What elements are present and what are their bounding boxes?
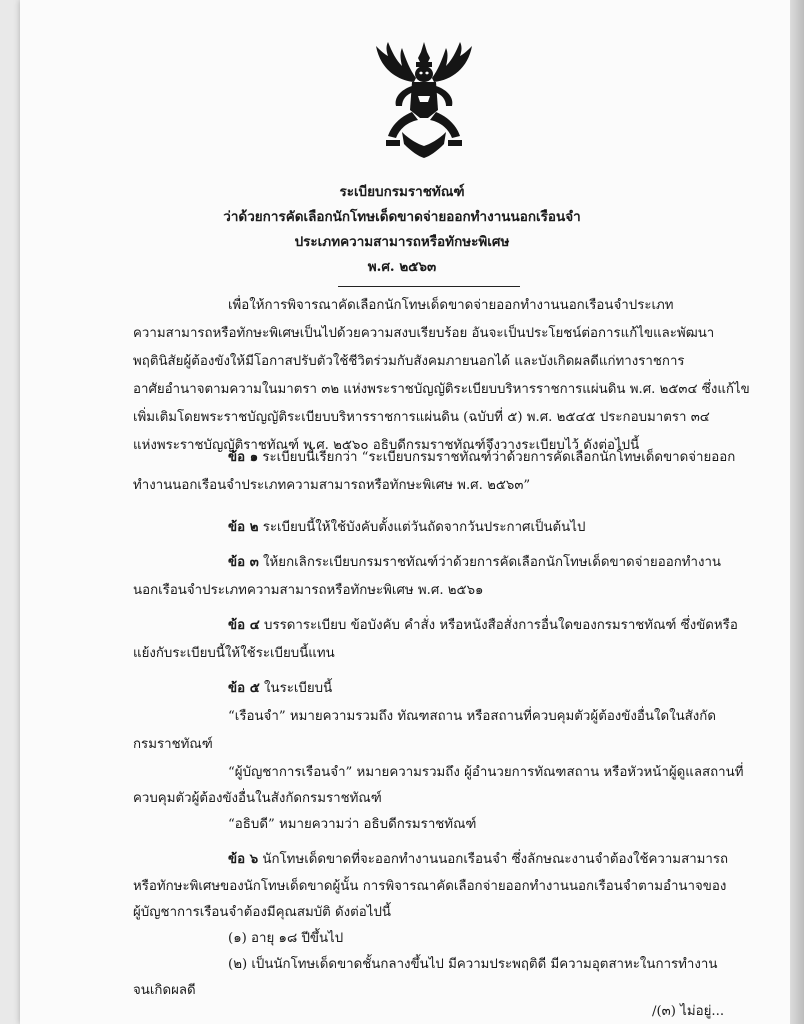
definition-commander-line-1: “ผู้บัญชาการเรือนจำ” หมายความรวมถึง ผู้อำนวยการทัณฑสถาน หรือหัวหน้าผู้ดูแลสถานที่ bbox=[228, 765, 744, 780]
clause-5 bbox=[228, 677, 332, 698]
clause-1-text: ระเบียบนี้เรียกว่า “ระเบียบกรมราชทัณฑ์ว่าด้วยการคัดเลือกนักโทษเด็ดขาดจ่ายออก bbox=[262, 450, 736, 465]
clause-2 bbox=[228, 516, 585, 537]
preamble-line-4: อาศัยอำนาจตามความในมาตรา ๓๒ แห่งพระราชบัญญัติระเบียบบริหารราชการแผ่นดิน พ.ศ. ๒๕๓๔ ซึ่งแก้ไข bbox=[133, 382, 750, 397]
clause-1-label: ข้อ ๑ bbox=[228, 450, 259, 465]
clause-2-text: ระเบียบนี้ให้ใช้บังคับตั้งแต่วันถัดจากวันประกาศเป็นต้นไป bbox=[262, 520, 586, 535]
clause-1 bbox=[228, 446, 735, 467]
title-divider bbox=[338, 286, 520, 287]
clause-3-label: ข้อ ๓ bbox=[228, 555, 259, 570]
clause-5-label: ข้อ ๕ bbox=[228, 681, 260, 696]
qualification-1: (๑) อายุ ๑๘ ปีขึ้นไป bbox=[228, 931, 344, 946]
regulation-category: ประเภทความสามารถหรือทักษะพิเศษ bbox=[294, 234, 510, 250]
preamble-line-3: พฤตินิสัยผู้ต้องขังให้มีโอกาสปรับตัวใช้ชีวิตร่วมกับสังคมภายนอกได้ และบังเกิดผลดีแก่ทางราชการ bbox=[133, 354, 685, 369]
preamble-line-5: เพิ่มเติมโดยพระราชบัญญัติระเบียบบริหารราชการแผ่นดิน (ฉบับที่ ๕) พ.ศ. ๒๕๔๕ ประกอบมาตรา ๓๔ bbox=[133, 410, 710, 425]
continued-marker: /(๓) ไม่อยู่... bbox=[652, 1004, 725, 1019]
qualification-2-line-2: จนเกิดผลดี bbox=[133, 983, 196, 998]
preamble-line-2: ความสามารถหรือทักษะพิเศษเป็นไปด้วยความสงบเรียบร้อย อันจะเป็นประโยชน์ต่อการแก้ไขและพัฒนา bbox=[133, 326, 715, 341]
clause-3-text: ให้ยกเลิกระเบียบกรมราชทัณฑ์ว่าด้วยการคัดเลือกนักโทษเด็ดขาดจ่ายออกทำงาน bbox=[263, 555, 722, 570]
clause-3-line-2: นอกเรือนจำประเภทความสามารถหรือทักษะพิเศษ พ.ศ. ๒๕๖๑ bbox=[133, 583, 484, 598]
clause-6 bbox=[228, 848, 728, 869]
clause-4-label: ข้อ ๔ bbox=[228, 618, 260, 633]
clause-5-text: ในระเบียบนี้ bbox=[264, 681, 333, 696]
garuda-emblem-icon bbox=[366, 40, 482, 160]
clause-6-text: นักโทษเด็ดขาดที่จะออกทำงานนอกเรือนจำ ซึ่งลักษณะงานจำต้องใช้ความสามารถ bbox=[262, 852, 729, 867]
clause-6-label: ข้อ ๖ bbox=[228, 852, 259, 867]
clause-1-line-2: ทำงานนอกเรือนจำประเภทความสามารถหรือทักษะพิเศษ พ.ศ. ๒๕๖๓” bbox=[133, 478, 531, 493]
regulation-subject: ว่าด้วยการคัดเลือกนักโทษเด็ดขาดจ่ายออกทำงานนอกเรือนจำ bbox=[223, 209, 581, 225]
qualification-2-line-1: (๒) เป็นนักโทษเด็ดขาดชั้นกลางขึ้นไป มีความประพฤติดี มีความอุตสาหะในการทำงาน bbox=[228, 957, 718, 972]
clause-6-line-2: หรือทักษะพิเศษของนักโทษเด็ดขาดผู้นั้น การพิจารณาคัดเลือกจ่ายออกทำงานนอกเรือนจำตามอำนาจของ bbox=[133, 879, 727, 894]
definition-prison-line-2: กรมราชทัณฑ์ bbox=[133, 737, 213, 752]
regulation-year: พ.ศ. ๒๕๖๓ bbox=[367, 259, 437, 275]
clause-4-line-2: แย้งกับระเบียบนี้ให้ใช้ระเบียบนี้แทน bbox=[133, 646, 335, 661]
clause-2-label: ข้อ ๒ bbox=[228, 520, 259, 535]
definition-prison-line-1: “เรือนจำ” หมายความรวมถึง ทัณฑสถาน หรือสถานที่ควบคุมตัวผู้ต้องขังอื่นใดในสังกัด bbox=[228, 709, 716, 724]
clause-6-line-3: ผู้บัญชาการเรือนจำต้องมีคุณสมบัติ ดังต่อไปนี้ bbox=[133, 905, 391, 920]
clause-4 bbox=[228, 614, 738, 635]
definition-commander-line-2: ควบคุมตัวผู้ต้องขังอื่นในสังกัดกรมราชทัณฑ์ bbox=[133, 791, 382, 806]
page-edge-shadow bbox=[790, 0, 804, 1024]
preamble-line-6: แห่งพระราชบัญญัติราชทัณฑ์ พ.ศ. ๒๕๖๐ อธิบดีกรมราชทัณฑ์จึงวางระเบียบไว้ ดังต่อไปนี้ bbox=[133, 438, 640, 453]
clause-4-text: บรรดาระเบียบ ข้อบังคับ คำสั่ง หรือหนังสือสั่งการอื่นใดของกรมราชทัณฑ์ ซึ่งขัดหรือ bbox=[264, 618, 738, 633]
clause-3 bbox=[228, 551, 721, 572]
preamble-line-1: เพื่อให้การพิจารณาคัดเลือกนักโทษเด็ดขาดจ่ายออกทำงานนอกเรือนจำประเภท bbox=[228, 298, 674, 313]
definition-director-general: “อธิบดี” หมายความว่า อธิบดีกรมราชทัณฑ์ bbox=[228, 817, 477, 832]
regulation-title: ระเบียบกรมราชทัณฑ์ bbox=[339, 184, 465, 200]
